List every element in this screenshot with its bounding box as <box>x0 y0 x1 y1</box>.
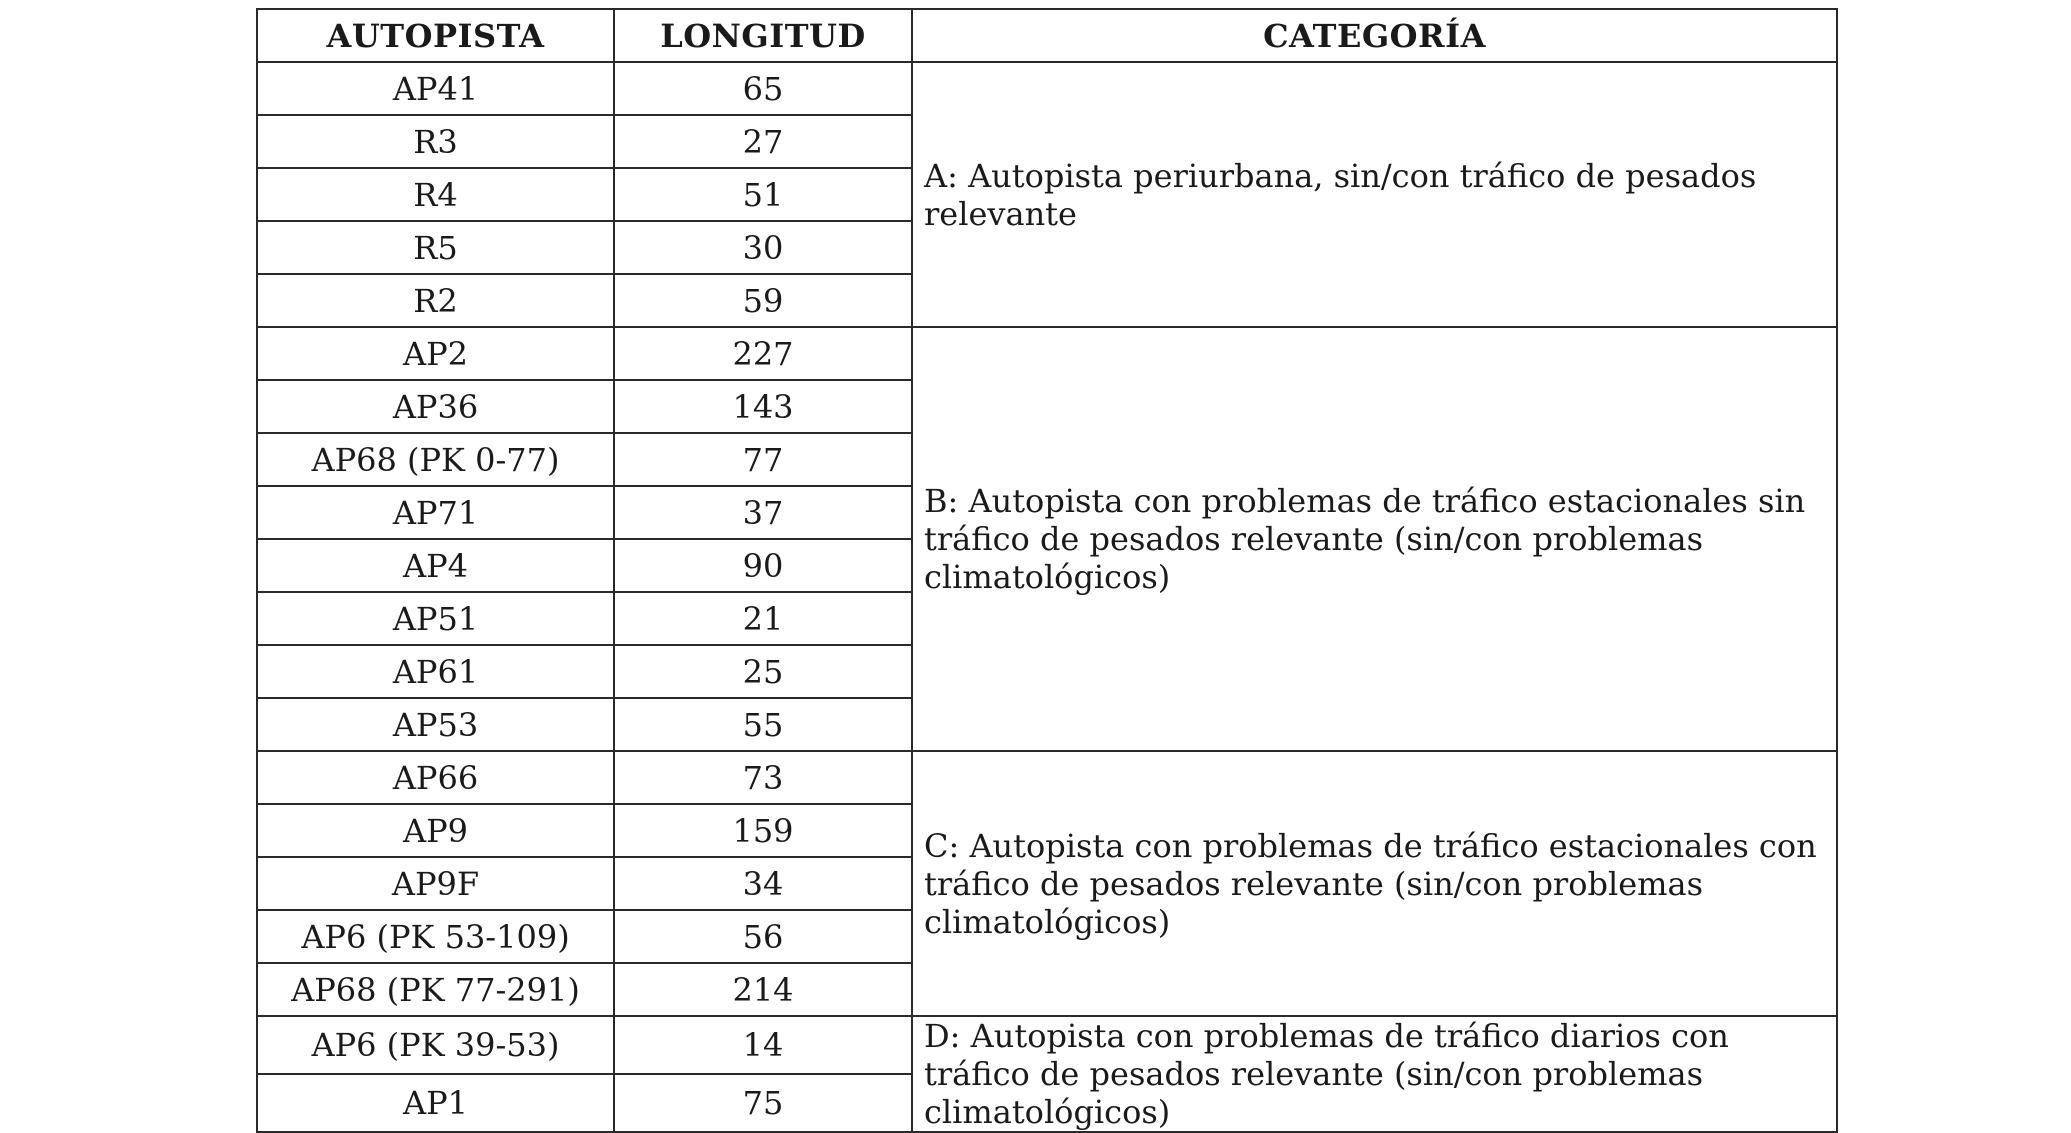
table-row <box>257 751 1837 804</box>
cell-autopista: AP9F <box>257 857 614 910</box>
cell-autopista: R3 <box>257 115 614 168</box>
cell-autopista: AP51 <box>257 592 614 645</box>
cell-autopista: AP66 <box>257 751 614 804</box>
cell-longitud: 59 <box>614 274 912 327</box>
cell-longitud: 65 <box>614 62 912 115</box>
cell-longitud: 75 <box>614 1074 912 1132</box>
cell-longitud: 159 <box>614 804 912 857</box>
table-row <box>257 62 1837 115</box>
cell-longitud: 27 <box>614 115 912 168</box>
cell-autopista: AP9 <box>257 804 614 857</box>
cell-autopista: AP1 <box>257 1074 614 1132</box>
table-body <box>257 62 1837 1132</box>
cell-autopista: R2 <box>257 274 614 327</box>
cell-longitud: 30 <box>614 221 912 274</box>
cell-longitud: 143 <box>614 380 912 433</box>
cell-longitud: 55 <box>614 698 912 751</box>
cell-categoria: B: Autopista con problemas de tráfico estacionales sin tráfico de pesados relevante (sin/con problemas climatológicos) <box>912 327 1837 751</box>
cell-longitud: 56 <box>614 910 912 963</box>
cell-longitud: 90 <box>614 539 912 592</box>
autopista-table <box>256 8 1838 1133</box>
header-autopista: AUTOPISTA <box>257 9 614 62</box>
cell-autopista: AP6 (PK 53-109) <box>257 910 614 963</box>
cell-autopista: AP6 (PK 39-53) <box>257 1016 614 1074</box>
header-row <box>257 9 1837 62</box>
cell-categoria: A: Autopista periurbana, sin/con tráfico de pesados relevante <box>912 62 1837 327</box>
cell-longitud: 77 <box>614 433 912 486</box>
cell-longitud: 51 <box>614 168 912 221</box>
cell-autopista: AP68 (PK 0-77) <box>257 433 614 486</box>
cell-longitud: 34 <box>614 857 912 910</box>
cell-autopista: R4 <box>257 168 614 221</box>
cell-longitud: 21 <box>614 592 912 645</box>
cell-categoria: C: Autopista con problemas de tráfico estacionales con tráfico de pesados relevante (sin/con problemas climatológicos) <box>912 751 1837 1016</box>
cell-autopista: AP71 <box>257 486 614 539</box>
cell-autopista: AP2 <box>257 327 614 380</box>
cell-autopista: R5 <box>257 221 614 274</box>
header-categoria: CATEGORÍA <box>912 9 1837 62</box>
cell-autopista: AP68 (PK 77-291) <box>257 963 614 1016</box>
cell-longitud: 25 <box>614 645 912 698</box>
cell-longitud: 227 <box>614 327 912 380</box>
cell-longitud: 214 <box>614 963 912 1016</box>
cell-longitud: 73 <box>614 751 912 804</box>
cell-longitud: 37 <box>614 486 912 539</box>
cell-autopista: AP36 <box>257 380 614 433</box>
cell-autopista: AP41 <box>257 62 614 115</box>
table-row <box>257 327 1837 380</box>
cell-autopista: AP61 <box>257 645 614 698</box>
cell-autopista: AP4 <box>257 539 614 592</box>
cell-categoria: D: Autopista con problemas de tráfico diarios con tráfico de pesados relevante (sin/con problemas climatológicos) <box>912 1016 1837 1132</box>
header-longitud: LONGITUD <box>614 9 912 62</box>
cell-longitud: 14 <box>614 1016 912 1074</box>
cell-autopista: AP53 <box>257 698 614 751</box>
table-row <box>257 1016 1837 1074</box>
